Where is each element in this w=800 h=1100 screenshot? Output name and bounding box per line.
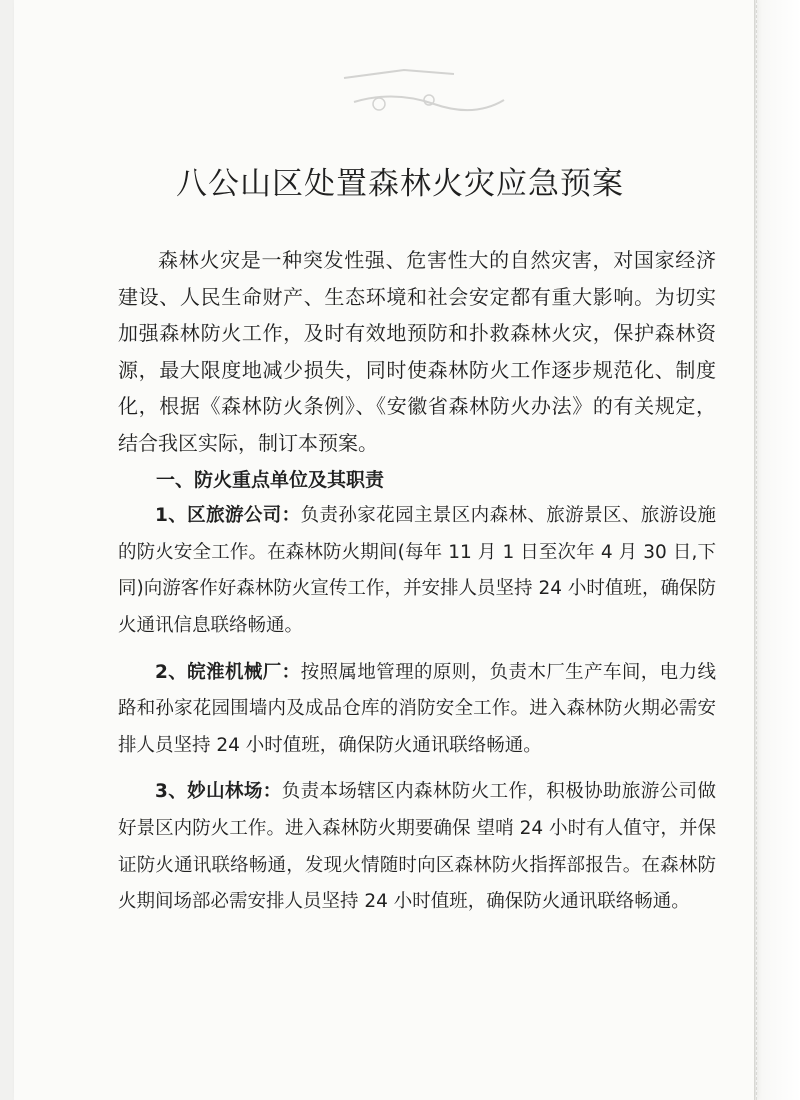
list-item: [118, 655, 716, 765]
intro-paragraph: 森林火灾是一种突发性强、危害性大的自然灾害，对国家经济建设、人民生命财产、生态环境和社会安定都有重大影响。为切实加强森林防火工作，及时有效地预防和扑救森林火灾，保护森林资源，最大限度地减少损失，同时使森林防火工作逐步规范化、制度化，根据《森林防火条例》、《安徽省森林防火办法》的有关规定，结合我区实际，制订本预案。: [118, 248, 716, 455]
list-item: [118, 774, 716, 920]
item-label: 2、皖淮机械厂：: [155, 661, 301, 683]
item-text: 按照属地管理的原则，负责木厂生产车间，电力线路和孙家花园围墙内及成品仓库的消防安全工作。进入森林防火期必需安排人员坚持 24 小时值班，确保防火通讯联络畅通。: [118, 661, 716, 756]
item-label: 3、妙山林场：: [155, 781, 282, 803]
faint-stamp-mark: [334, 60, 514, 118]
item-text: 负责孙家花园主景区内森林、旅游景区、旅游设施的防火安全工作。在森林防火期间(每年 11 月 1 日至次年 4 月 30 日,下同)向游客作好森林防火宣传工作，并安排人员坚持 24 小时值班，确保防火通讯信息联络畅通。: [118, 505, 716, 636]
section-heading: 一、防火重点单位及其职责: [156, 468, 385, 491]
item-label: 1、区旅游公司：: [155, 505, 301, 527]
item-text: 负责本场辖区内森林防火工作，积极协助旅游公司做好景区内防火工作。进入森林防火期要确保 望哨 24 小时有人值守，并保证防火通讯联络畅通，发现火情随时向区森林防火指挥部报告。在森林防火期间场部必需安排人员坚持 24 小时值班，确保防火通讯联络畅通。: [118, 781, 716, 913]
list-item: [118, 498, 716, 644]
document-title: 八公山区处置森林火灾应急预案: [176, 166, 624, 202]
document-body: [118, 242, 716, 921]
